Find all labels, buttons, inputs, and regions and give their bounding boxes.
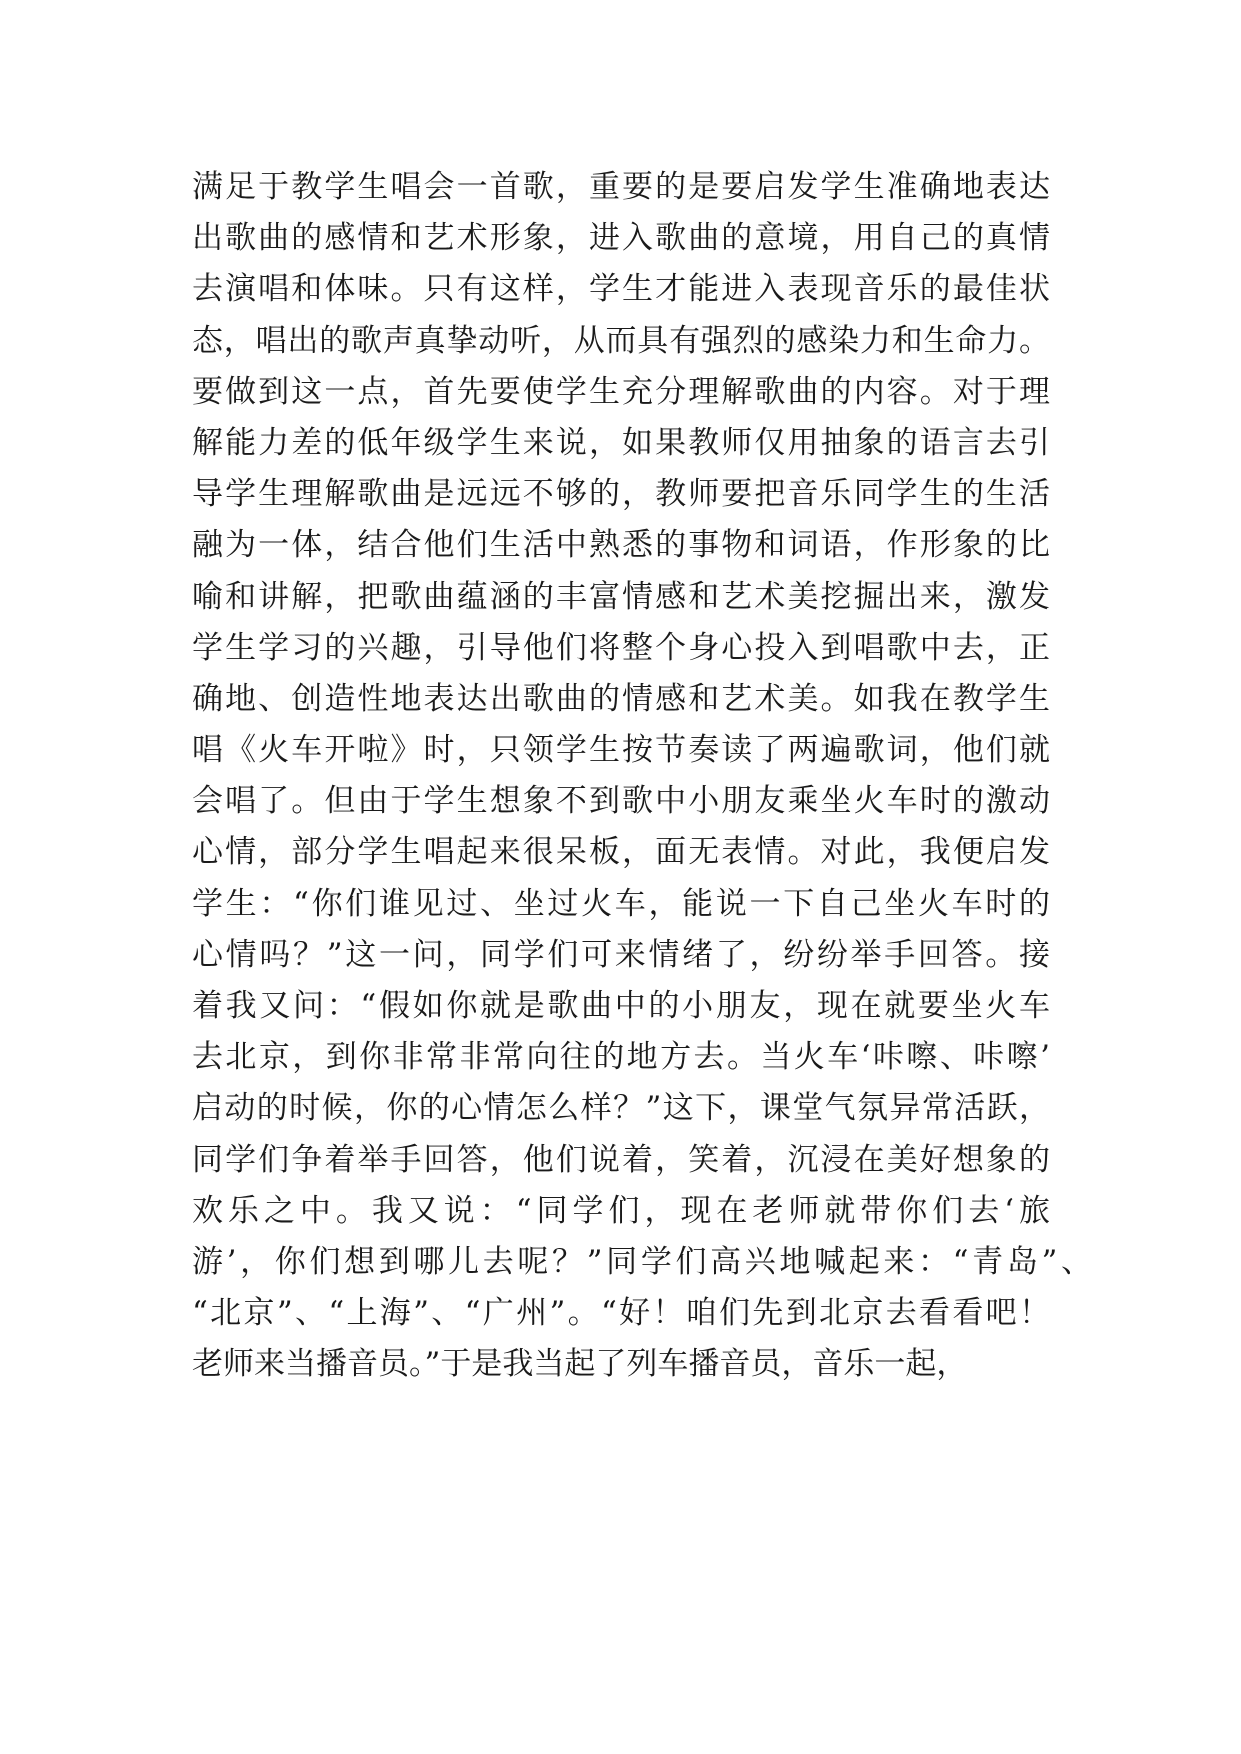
- text-line: 去北京，到你非常非常向往的地方去。当火车‘咔嚓、咔嚓’: [192, 1039, 1050, 1076]
- text-line: 满足于教学生唱会一首歌，重要的是要启发学生准确地表达: [192, 169, 1050, 205]
- text-line: 游’，你们想到哪儿去呢？”同学们高兴地喊起来：“青岛”、: [192, 1243, 1092, 1280]
- text-line: 融为一体，结合他们生活中熟悉的事物和词语，作形象的比: [192, 527, 1050, 564]
- text-line: 喻和讲解，把歌曲蕴涵的丰富情感和艺术美挖掘出来，激发: [192, 578, 1050, 615]
- text-line: 导学生理解歌曲是远远不够的，教师要把音乐同学生的生活: [192, 476, 1050, 513]
- text-line: 确地、创造性地表达出歌曲的情感和艺术美。如我在教学生: [192, 680, 1050, 717]
- text-line: 着我又问：“假如你就是歌曲中的小朋友，现在就要坐火车: [192, 988, 1050, 1024]
- text-line: 解能力差的低年级学生来说，如果教师仅用抽象的语言去引: [192, 424, 1050, 461]
- text-line: 启动的时候，你的心情怎么样？”这下，课堂气氛异常活跃，: [192, 1090, 1050, 1127]
- body-text: [192, 162, 1092, 1391]
- text-line: 老师来当播音员。”于是我当起了列车播音员，音乐一起，: [192, 1346, 968, 1383]
- text-line: 要做到这一点，首先要使学生充分理解歌曲的内容。对于理: [192, 373, 1050, 410]
- text-line: 唱《火车开啦》时，只领学生按节奏读了两遍歌词，他们就: [192, 732, 1050, 769]
- text-line: 会唱了。但由于学生想象不到歌中小朋友乘坐火车时的激动: [192, 783, 1050, 820]
- text-line: 态，唱出的歌声真挚动听，从而具有强烈的感染力和生命力。: [192, 322, 1050, 359]
- text-line: 学生学习的兴趣，引导他们将整个身心投入到唱歌中去，正: [192, 629, 1050, 666]
- text-line: 学生：“你们谁见过、坐过火车，能说一下自己坐火车时的: [192, 885, 1050, 922]
- text-line: “北京”、“上海”、“广州”。“好！咱们先到北京去看看吧！: [192, 1295, 1050, 1332]
- text-line: 心情，部分学生唱起来很呆板，面无表情。对此，我便启发: [192, 834, 1050, 871]
- text-line: 同学们争着举手回答，他们说着，笑着，沉浸在美好想象的: [192, 1141, 1050, 1178]
- text-line: 去演唱和体味。只有这样，学生才能进入表现音乐的最佳状: [192, 271, 1050, 308]
- text-line: 出歌曲的感情和艺术形象，进入歌曲的意境，用自己的真情: [192, 220, 1050, 257]
- text-line: 欢乐之中。我又说：“同学们，现在老师就带你们去‘旅: [192, 1192, 1050, 1229]
- text-line: 心情吗？”这一问，同学们可来情绪了，纷纷举手回答。接: [192, 936, 1050, 973]
